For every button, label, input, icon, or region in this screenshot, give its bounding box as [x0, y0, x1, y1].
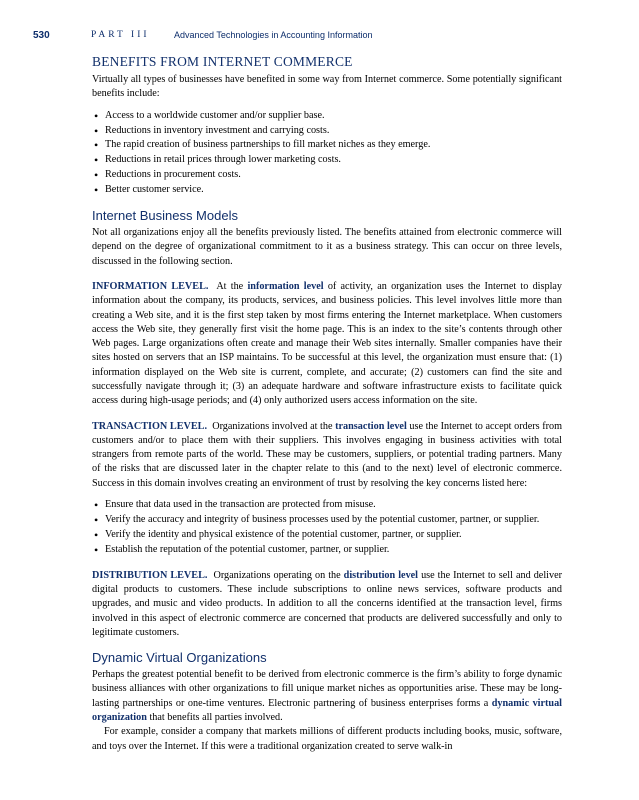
running-header [0, 28, 639, 48]
list-item: • Reductions in retail prices through lower marketing costs. [92, 153, 562, 168]
list-item: • Better customer service. [92, 183, 562, 198]
dynamic-text-after: that benefits all parties involved. [149, 712, 283, 724]
dynamic-paragraph-1 [92, 668, 562, 725]
transaction-level-text-after: use the Internet to accept orders from customers and/or to place them with their suppliers. This involves engaging in business activities with total strangers from remote parts of the world. These may be customers, suppliers, or potential trading partners. Many of the risks that are discussed later in the chapter relate to this (and to the next) level of electronic commerce. Success in this domain involves creating an environment of trust by resolving the key concerns listed here: [92, 420, 563, 489]
information-level-text-after: of activity, an organization uses the Internet to display information about the company, its products, services, and business policies. This level involves little more than creating a Web site, and it is the first step taken by most firms entering the Internet marketplace. When customers access the Web site, they generally first visit the home page. This is an index to the site’s contents through other Web pages. Large organizations often create and manage their Web sites internally. Smaller companies have their sites hosted on servers that an ISP maintains. To be successful at this level, the organization must ensure that: (1) information displayed on the Web site is current, complete, and accurate; (2) customers can find the site and successfully navigate through it; (3) an adequate hardware and software infrastructure exists to facilitate quick access during high-usage periods; and (4) only authorized users access information on the site. [92, 280, 563, 407]
list-item: • Verify the accuracy and integrity of business processes used by the potential customer, partner, or supplier. [92, 513, 562, 528]
dynamic-text-before: Perhaps the greatest potential benefit to be derived from electronic commerce is the firm’s ability to forge dynamic business alliances with other organizations to fill unique market niches as opportunities arise. These may be long-lasting partnerships or one-time ventures. Electronic partnering of business enterprises forms a [92, 669, 562, 709]
distribution-level-term: distribution level [343, 569, 419, 581]
distribution-level-text-before: Organizations operating on the [213, 569, 341, 581]
transaction-level-text-before: Organizations involved at the [212, 420, 333, 432]
benefits-list [92, 109, 562, 198]
transaction-level-runin: TRANSACTION LEVEL. [92, 420, 207, 432]
distribution-level-runin: DISTRIBUTION LEVEL. [92, 569, 208, 581]
benefits-heading: BENEFITS FROM INTERNET COMMERCE [92, 54, 353, 69]
models-intro: Not all organizations enjoy all the benefits previously listed. The benefits attained from electronic commerce will depend on the degree of organizational commitment to it as a business strategy. This can occur on three levels, discussed in the following section. [92, 227, 562, 267]
transaction-level-term: transaction level [335, 420, 407, 432]
dynamic-paragraph-2: For example, consider a company that markets millions of different products including books, music, software, and toys over the Internet. If this were a traditional organization created to serve walk-in [92, 726, 562, 752]
list-item: • Access to a worldwide customer and/or supplier base. [92, 109, 562, 124]
list-item: • The rapid creation of business partnerships to fill market niches as they emerge. [92, 138, 562, 153]
transaction-level-paragraph [92, 420, 562, 491]
dynamic-heading: Dynamic Virtual Organizations [92, 650, 267, 666]
distribution-level-paragraph [92, 569, 562, 640]
information-level-runin: INFORMATION LEVEL. [92, 280, 209, 292]
part-title: Advanced Technologies in Accounting Information [174, 30, 373, 40]
information-level-text-before: At the [216, 280, 244, 292]
list-item: • Reductions in procurement costs. [92, 168, 562, 183]
information-level-term: information level [247, 280, 324, 292]
list-item: • Ensure that data used in the transaction are protected from misuse. [92, 498, 562, 513]
distribution-level-text-after: use the Internet to sell and deliver digital products to customers. These include subscriptions to online news services, software products and upgrades, and music and video products. In addition to all the concerns identified at the transaction level, firms involved in this aspect of electronic commerce are concerned that products are delivered successfully and only to legitimate customers. [92, 569, 562, 638]
information-level-paragraph [92, 280, 562, 409]
page-content [92, 54, 562, 754]
benefits-intro: Virtually all types of businesses have benefited in some way from Internet commerce. Some potentially significant benefits include: [92, 74, 562, 100]
part-label: PART III [91, 30, 150, 40]
models-heading: Internet Business Models [92, 208, 238, 224]
list-item: • Reductions in inventory investment and carrying costs. [92, 124, 562, 139]
dynamic-term: dynamic virtual organization [92, 697, 563, 724]
list-item: • Verify the identity and physical existence of the potential customer, partner, or supplier. [92, 528, 562, 543]
transaction-concerns-list [92, 498, 562, 558]
page-number: 530 [33, 30, 50, 41]
list-item: • Establish the reputation of the potential customer, partner, or supplier. [92, 543, 562, 558]
